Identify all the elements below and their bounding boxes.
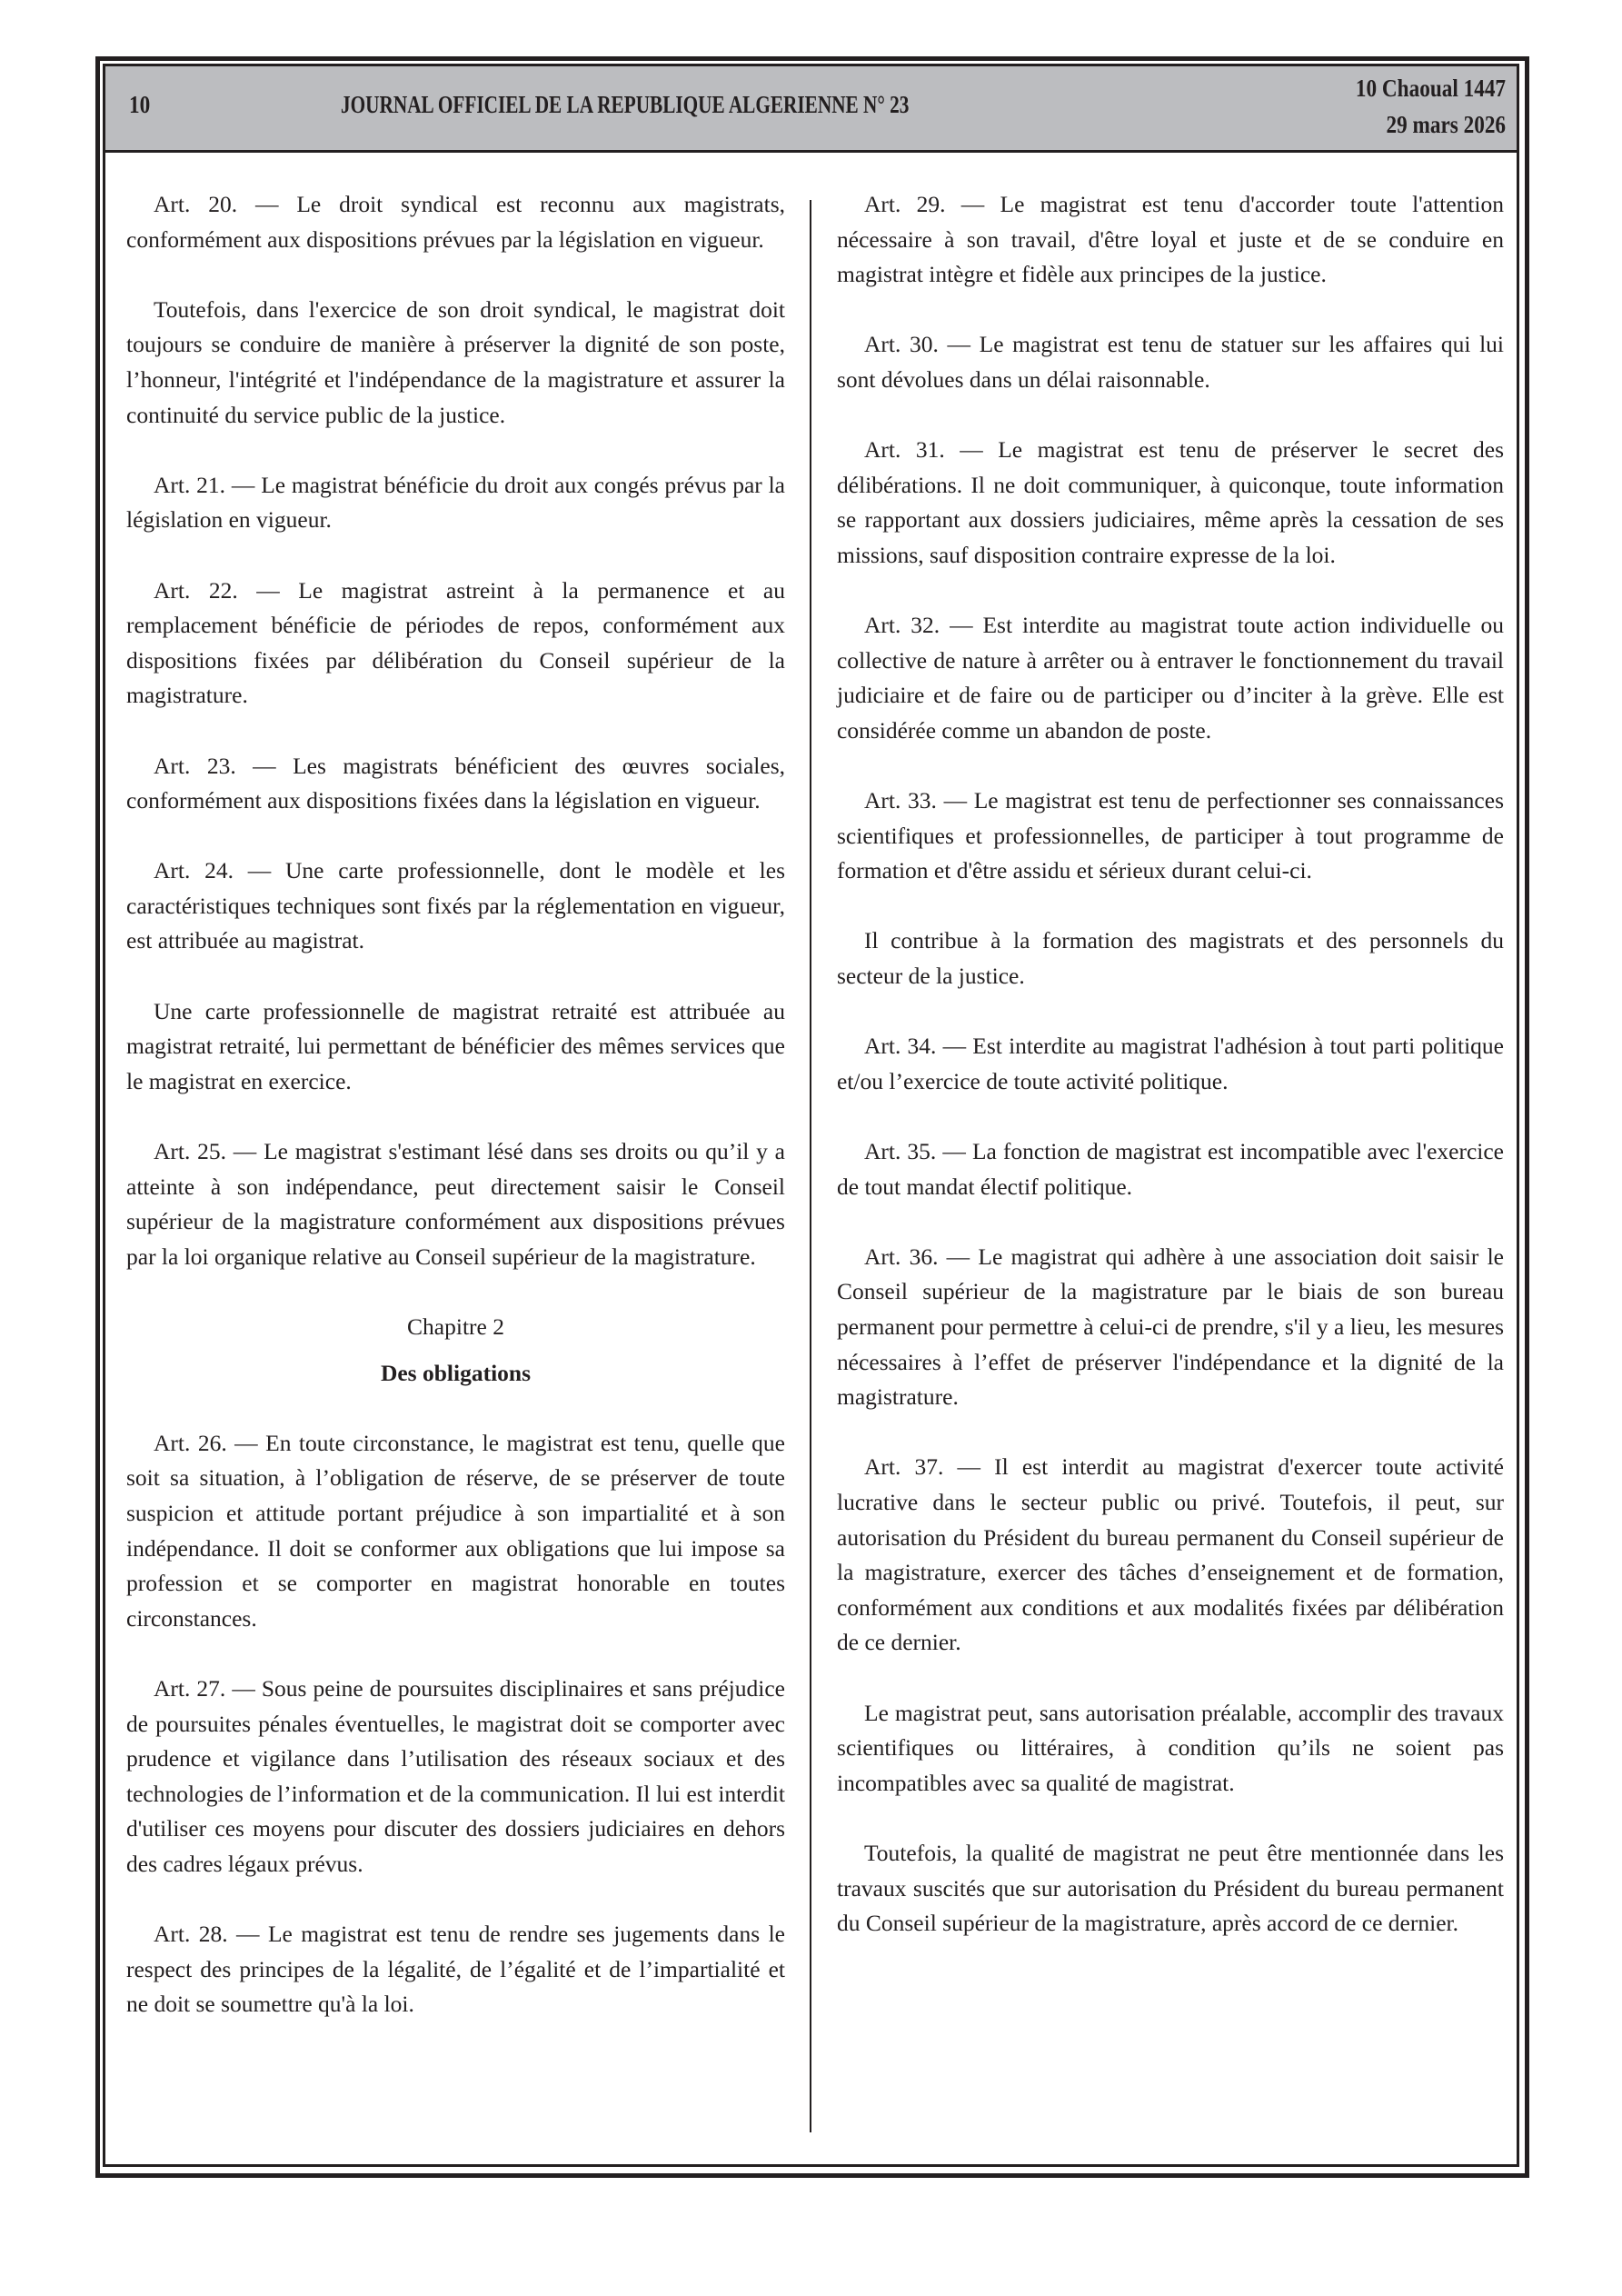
- column-divider: [810, 200, 811, 2132]
- article-31: Art. 31. — Le magistrat est tenu de préserver le secret des délibérations. Il ne doit communiquer, à quiconque, toute information se rapportant aux dossiers judiciaires, même après la cessation de ses missions, sauf disposition contraire expresse de la loi.: [837, 436, 1504, 568]
- issue-date: [1331, 70, 1506, 143]
- left-column: [126, 187, 785, 2057]
- page-header: [105, 66, 1517, 153]
- article-28: Art. 28. — Le magistrat est tenu de rendre ses jugements dans le respect des principes de la légalité, de l’égalité et de l’impartialité et ne doit se soumettre qu'à la loi.: [126, 1921, 785, 2018]
- article-20-paragraph-1: Art. 20. — Le droit syndical est reconnu aux magistrats, conformément aux dispositions prévues par la législation en vigueur.: [126, 191, 785, 253]
- article-23: Art. 23. — Les magistrats bénéficient des œuvres sociales, conformément aux dispositions fixées dans la législation en vigueur.: [126, 752, 785, 814]
- gregorian-date: 29 mars 2026: [1386, 111, 1506, 138]
- journal-title: JOURNAL OFFICIEL DE LA REPUBLIQUE ALGERIENNE N° 23: [341, 91, 910, 118]
- article-37-paragraph-1: Art. 37. — Il est interdit au magistrat d'exercer toute activité lucrative dans le secteur public ou privé. Toutefois, il peut, sur autorisation du Président du bureau permanent du Conseil supérieur de la magistrature, exercer des tâches d’enseignement et de formation, conformément aux conditions et aux modalités fixées par délibération de ce dernier.: [837, 1453, 1504, 1656]
- article-21: Art. 21. — Le magistrat bénéficie du droit aux congés prévus par la législation en vigueur.: [126, 471, 785, 534]
- article-37-paragraph-2: Le magistrat peut, sans autorisation préalable, accomplir des travaux scientifiques ou littéraires, à condition qu’ils ne soient pas incompatibles avec sa qualité de magistrat.: [837, 1699, 1504, 1796]
- article-37-paragraph-3: Toutefois, la qualité de magistrat ne peut être mentionnée dans les travaux suscités que sur autorisation du Président du bureau permanent du Conseil supérieur de la magistrature, après accord de ce dernier.: [837, 1839, 1504, 1937]
- article-29: Art. 29. — Le magistrat est tenu d'accorder toute l'attention nécessaire à son travail, d'être loyal et juste et de se conduire en magistrat intègre et fidèle aux principes de la justice.: [837, 191, 1504, 288]
- article-25: Art. 25. — Le magistrat s'estimant lésé dans ses droits ou qu’il y a atteinte à son indépendance, peut directement saisir le Conseil supérieur de la magistrature conformément aux dispositions prévues par la loi organique relative au Conseil supérieur de la magistrature.: [126, 1138, 785, 1270]
- article-24-paragraph-1: Art. 24. — Une carte professionnelle, dont le modèle et les caractéristiques techniques sont fixés par la réglementation en vigueur, est attribuée au magistrat.: [126, 857, 785, 954]
- article-30: Art. 30. — Le magistrat est tenu de statuer sur les affaires qui lui sont dévolues dans un délai raisonnable.: [837, 331, 1504, 393]
- article-22: Art. 22. — Le magistrat astreint à la permanence et au remplacement bénéficie de périodes de repos, conformément aux dispositions fixées par délibération du Conseil supérieur de la magistrature.: [126, 576, 785, 709]
- article-35: Art. 35. — La fonction de magistrat est incompatible avec l'exercice de tout mandat électif politique.: [837, 1138, 1504, 1200]
- article-24-paragraph-2: Une carte professionnelle de magistrat retraité est attribuée au magistrat retraité, lui permettant de bénéficier des mêmes services que le magistrat en exercice.: [126, 997, 785, 1094]
- article-34: Art. 34. — Est interdite au magistrat l'adhésion à tout parti politique et/ou l’exercice de toute activité politique.: [837, 1033, 1504, 1094]
- article-33-paragraph-1: Art. 33. — Le magistrat est tenu de perfectionner ses connaissances scientifiques et professionnelles, de participer à tout programme de formation et d'être assidu et sérieux durant celui-ci.: [837, 787, 1504, 884]
- hijri-date: 10 Chaoual 1447: [1355, 75, 1506, 102]
- right-column: [837, 187, 1504, 1976]
- page-number: 10: [129, 91, 151, 118]
- article-20-paragraph-2: Toutefois, dans l'exercice de son droit syndical, le magistrat doit toujours se conduire de manière à préserver la dignité de son poste, l’honneur, l'intégrité et l'indépendance de la magistrature et assurer la continuité du service public de la justice.: [126, 295, 785, 428]
- article-26: Art. 26. — En toute circonstance, le magistrat est tenu, quelle que soit sa situation, à l’obligation de réserve, de se préserver de toute suspicion et attitude portant préjudice à son impartialité et à son indépendance. Il doit se conformer aux obligations que lui impose sa profession et se comporter en magistrat honorable en toutes circonstances.: [126, 1429, 785, 1632]
- article-36: Art. 36. — Le magistrat qui adhère à une association doit saisir le Conseil supérieur de la magistrature par le biais de son bureau permanent pour permettre à celui-ci de prendre, s'il y a lieu, les mesures nécessaires à l’effet de préserver l'indépendance et la dignité de la magistrature.: [837, 1243, 1504, 1411]
- chapter-title: Des obligations: [380, 1359, 532, 1386]
- chapter-number: Chapitre 2: [407, 1313, 504, 1340]
- article-33-paragraph-2: Il contribue à la formation des magistrats et des personnels du secteur de la justice.: [837, 927, 1504, 990]
- article-32: Art. 32. — Est interdite au magistrat toute action individuelle ou collective de nature à arrêter ou à entraver le fonctionnement du travail judiciaire et de faire ou de participer ou d’inciter à la grève. Elle est considérée comme un abandon de poste.: [837, 612, 1504, 744]
- article-27: Art. 27. — Sous peine de poursuites disciplinaires et sans préjudice de poursuites pénales éventuelles, le magistrat doit se comporter avec prudence et vigilance dans l’utilisation des réseaux sociaux et des technologies de l’information et de la communication. Il lui est interdit d'utiliser ces moyens pour discuter des dossiers judiciaires en dehors des cadres légaux prévus.: [126, 1674, 785, 1877]
